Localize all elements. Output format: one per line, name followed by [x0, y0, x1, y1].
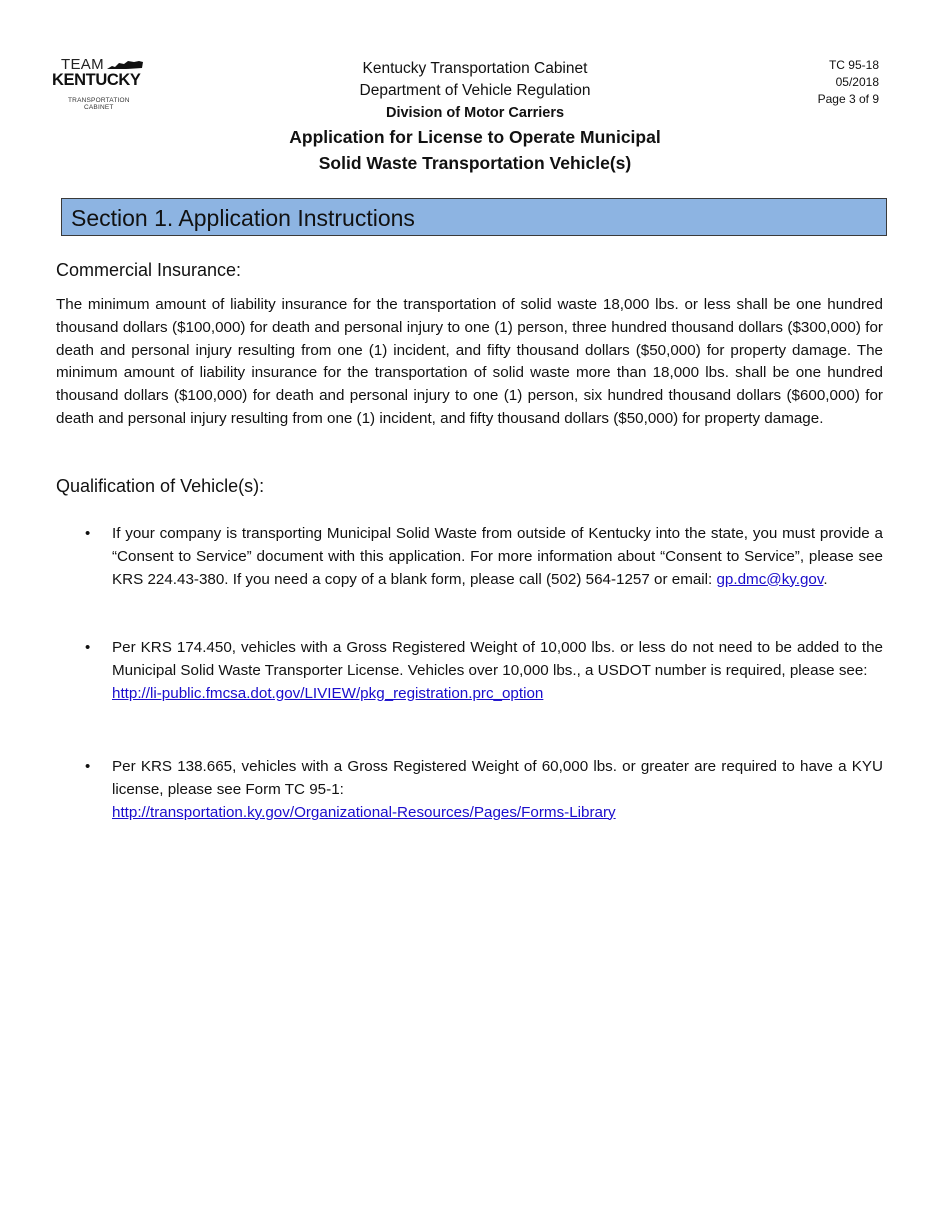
document-title-line2: Solid Waste Transportation Vehicle(s) — [318, 153, 632, 173]
commercial-insurance-heading: Commercial Insurance: — [56, 260, 242, 280]
qualification-bullet-3 — [112, 756, 883, 824]
qualification-heading: Qualification of Vehicle(s): — [56, 476, 265, 496]
commercial-insurance-text: The minimum amount of liability insurance for the transportation of solid waste 18,000 lbs. or less shall be one hundred thousand dollars ($100,000) for death and personal injury to one (1) person, three hundred thousand dollars ($300,000) for death and personal injury resulting from one (1) incident, and fifty thousand dollars ($50,000) for property damage. The minimum amount of liability insurance for the transportation of solid waste more than 18,000 lbs. shall be one hundred thousand dollars ($100,000) for death and personal injury to one (1) person, six hundred thousand dollars ($600,000) for death and personal injury resulting from one (1) incident, and fifty thousand dollars ($50,000) for property damage. — [56, 296, 883, 427]
bullet-2-text: Per KRS 174.450, vehicles with a Gross Registered Weight of 10,000 lbs. or less do not need to be added to the Municipal Solid Waste Transporter License. Vehicles over 10,000 lbs., a USDOT number is required, please see: — [112, 639, 883, 679]
logo-team-text: TEAM — [61, 56, 104, 73]
form-date: 05/2018 — [835, 75, 879, 89]
logo-kentucky-text: KENTUCKY — [52, 71, 141, 89]
division-name: Division of Motor Carriers — [385, 105, 565, 121]
agency-name: Kentucky Transportation Cabinet — [362, 60, 588, 77]
document-header — [0, 58, 950, 176]
bullet-icon: • — [85, 758, 91, 775]
page-number: Page 3 of 9 — [817, 92, 879, 106]
fmcsa-registration-link[interactable]: http://li-public.fmcsa.dot.gov/LIVIEW/pkg_registration.prc_option — [112, 684, 544, 702]
department-name: Department of Vehicle Regulation — [359, 82, 591, 99]
email-link[interactable]: gp.dmc@ky.gov — [716, 570, 824, 588]
section-title: Section 1. Application Instructions — [71, 205, 415, 231]
section-heading-bar — [61, 198, 887, 236]
bullet-icon: • — [85, 639, 91, 656]
bullet-3-text: Per KRS 138.665, vehicles with a Gross Registered Weight of 60,000 lbs. or greater are required to have a KYU license, please see Form TC 95-1: — [112, 758, 883, 798]
bullet-1-after: . — [823, 570, 828, 588]
document-title-line1: Application for License to Operate Municipal — [289, 127, 661, 147]
logo-subtitle-line1: TRANSPORTATION — [68, 97, 130, 104]
form-number: TC 95-18 — [828, 58, 879, 72]
qualification-bullet-2 — [112, 637, 883, 705]
bullet-1-text: If your company is transporting Municipal Solid Waste from outside of Kentucky into the state, you must provide a “Consent to Service” document with this application. For more information about “Consent to Service”, please see KRS 224.43-380. If you need a copy of a blank form, please call (502) 564-1257 or email: — [112, 525, 883, 588]
qualification-bullet-1 — [112, 523, 883, 591]
forms-library-link[interactable]: http://transportation.ky.gov/Organizational-Resources/Pages/Forms-Library — [112, 803, 616, 821]
logo-subtitle-line2: CABINET — [84, 104, 114, 111]
bullet-icon: • — [85, 525, 91, 542]
